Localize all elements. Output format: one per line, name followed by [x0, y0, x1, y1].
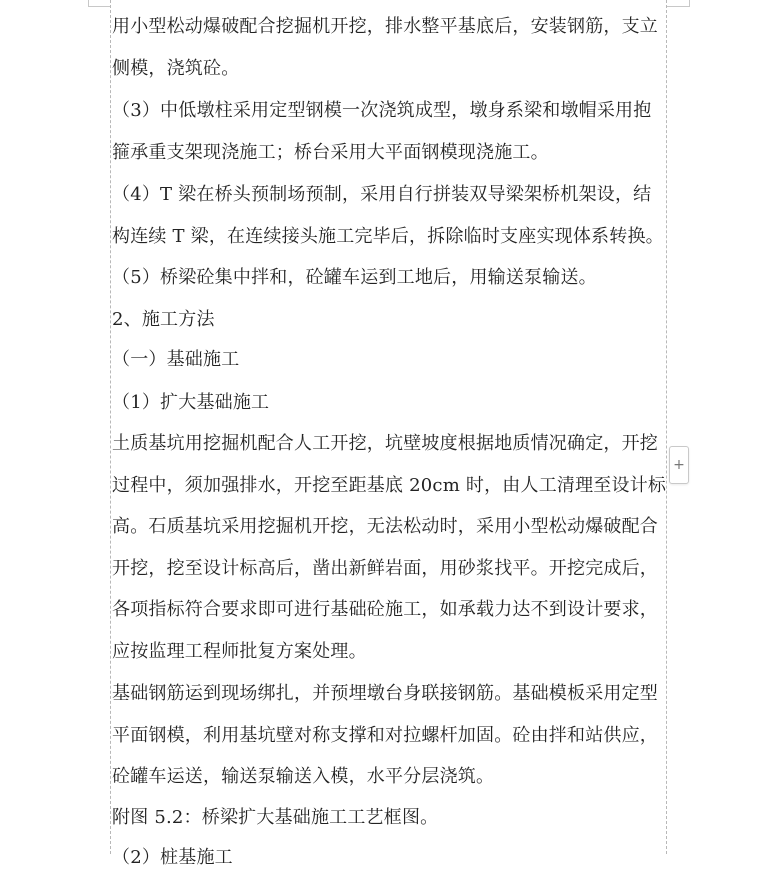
- text-line[interactable]: 过程中，须加强排水，开挖至距基底 20cm 时，由人工清理至设计标: [112, 475, 667, 496]
- text-line[interactable]: （4）T 梁在桥头预制场预制，采用自行拼装双导梁架桥机架设，结: [112, 184, 652, 205]
- section-heading[interactable]: 2、施工方法: [112, 309, 215, 330]
- text-line[interactable]: 开挖，挖至设计标高后，凿出新鲜岩面，用砂浆找平。开挖完成后，: [112, 558, 658, 579]
- text-line[interactable]: 基础钢筋运到现场绑扎，并预埋墩台身联接钢筋。基础模板采用定型: [112, 683, 658, 704]
- text-line[interactable]: 各项指标符合要求即可进行基础砼施工，如承载力达不到设计要求，: [112, 599, 658, 620]
- text-line[interactable]: （5）桥梁砼集中拌和，砼罐车运到工地后，用输送泵输送。: [112, 267, 597, 288]
- subsection-heading[interactable]: （一）基础施工: [112, 349, 240, 370]
- text-line[interactable]: 平面钢模，利用基坑壁对称支撑和对拉螺杆加固。砼由拌和站供应，: [112, 725, 658, 746]
- plus-icon: +: [673, 457, 685, 473]
- margin-corner-right-vertical: [689, 0, 690, 7]
- text-line[interactable]: 砼罐车运送，输送泵输送入模，水平分层浇筑。: [112, 766, 495, 787]
- text-line[interactable]: 高。石质基坑采用挖掘机开挖，无法松动时，采用小型松动爆破配合: [112, 516, 658, 537]
- margin-corner-left: [88, 6, 110, 7]
- text-line[interactable]: （3）中低墩柱采用定型钢模一次浇筑成型，墩身系梁和墩帽采用抱: [112, 100, 652, 121]
- margin-corner-right: [666, 6, 690, 7]
- add-button[interactable]: [669, 446, 689, 484]
- text-line[interactable]: 用小型松动爆破配合挖掘机开挖，排水整平基底后，安装钢筋，支立: [112, 16, 658, 37]
- text-line[interactable]: 构连续 T 梁，在连续接头施工完毕后，拆除临时支座实现体系转换。: [112, 226, 664, 247]
- text-line[interactable]: 土质基坑用挖掘机配合人工开挖，坑壁坡度根据地质情况确定，开挖: [112, 433, 658, 454]
- subsection-heading[interactable]: （1）扩大基础施工: [112, 392, 270, 413]
- text-line[interactable]: 应按监理工程师批复方案处理。: [112, 641, 367, 662]
- figure-caption[interactable]: 附图 5.2：桥梁扩大基础施工工艺框图。: [112, 807, 439, 828]
- text-line[interactable]: 侧模，浇筑砼。: [112, 58, 240, 79]
- text-line[interactable]: 箍承重支架现浇施工；桥台采用大平面钢模现浇施工。: [112, 142, 549, 163]
- left-margin-guide: [110, 0, 111, 854]
- subsection-heading[interactable]: （2）桩基施工: [112, 847, 233, 868]
- margin-corner-left-vertical: [88, 0, 89, 7]
